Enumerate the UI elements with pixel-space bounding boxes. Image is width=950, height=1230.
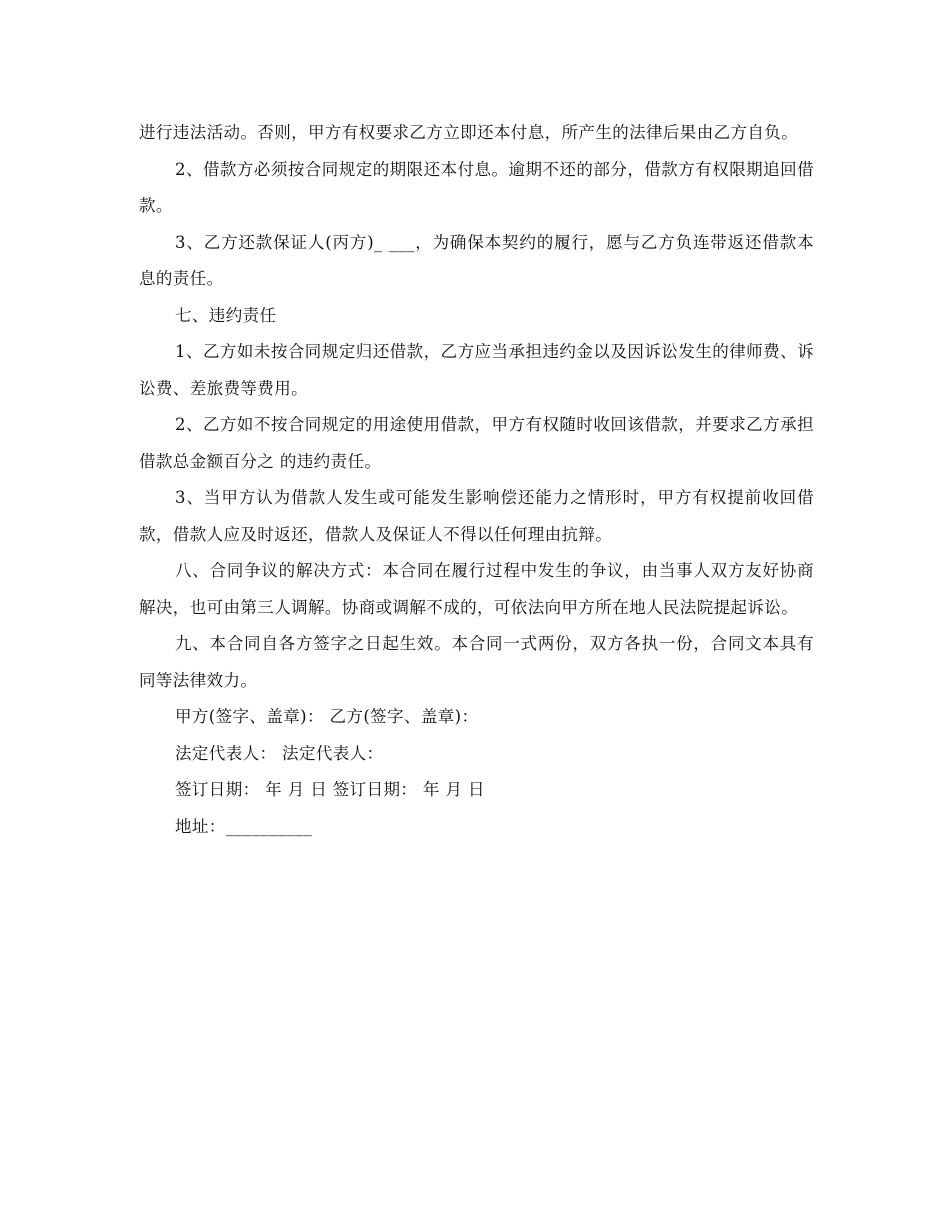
paragraph-repayment-term: 2、借款方必须按合同规定的期限还本付息。逾期不还的部分，借款方有权限期追回借款。 [139,159,814,215]
signature-representatives-line: 法定代表人： 法定代表人： [175,743,384,763]
paragraph-continuation: 进行违法活动。否则，甲方有权要求乙方立即还本付息，所产生的法律后果由乙方自负。 [139,123,799,142]
paragraph-effectiveness: 九、本合同自各方签字之日起生效。本合同一式两份，双方各执一份，合同文本具有同等法律效力。 [139,634,814,690]
signature-dates-line: 签订日期： 年 月 日 签订日期： 年 月 日 [175,780,485,799]
paragraph-dispute-resolution: 八、合同争议的解决方式：本合同在履行过程中发生的争议，由当事人双方友好协商解决，也可由第三人调解。协商或调解不成的，可依法向甲方所在地人民法院提起诉讼。 [139,561,814,617]
paragraph-guarantor: 3、乙方还款保证人(丙方)_ ___，为确保本契约的履行，愿与乙方负连带返还借款本息的责任。 [139,232,814,288]
paragraph-breach-1: 1、乙方如未按合同规定归还借款，乙方应当承担违约金以及因诉讼发生的律师费、诉讼费、差旅费等费用。 [139,342,814,398]
document-body [139,115,814,845]
signature-address-line: 地址：__________ [175,816,313,836]
section-heading-breach-liability: 七、违约责任 [175,305,277,325]
paragraph-breach-2: 2、乙方如不按合同规定的用途使用借款，甲方有权随时收回该借款，并要求乙方承担借款总金额百分之 的违约责任。 [139,415,814,471]
signature-parties-line: 甲方(签字、盖章)： 乙方(签字、盖章)： [175,707,479,726]
paragraph-breach-3: 3、当甲方认为借款人发生或可能发生影响偿还能力之情形时，甲方有权提前收回借款，借款人应及时返还，借款人及保证人不得以任何理由抗辩。 [139,488,814,544]
